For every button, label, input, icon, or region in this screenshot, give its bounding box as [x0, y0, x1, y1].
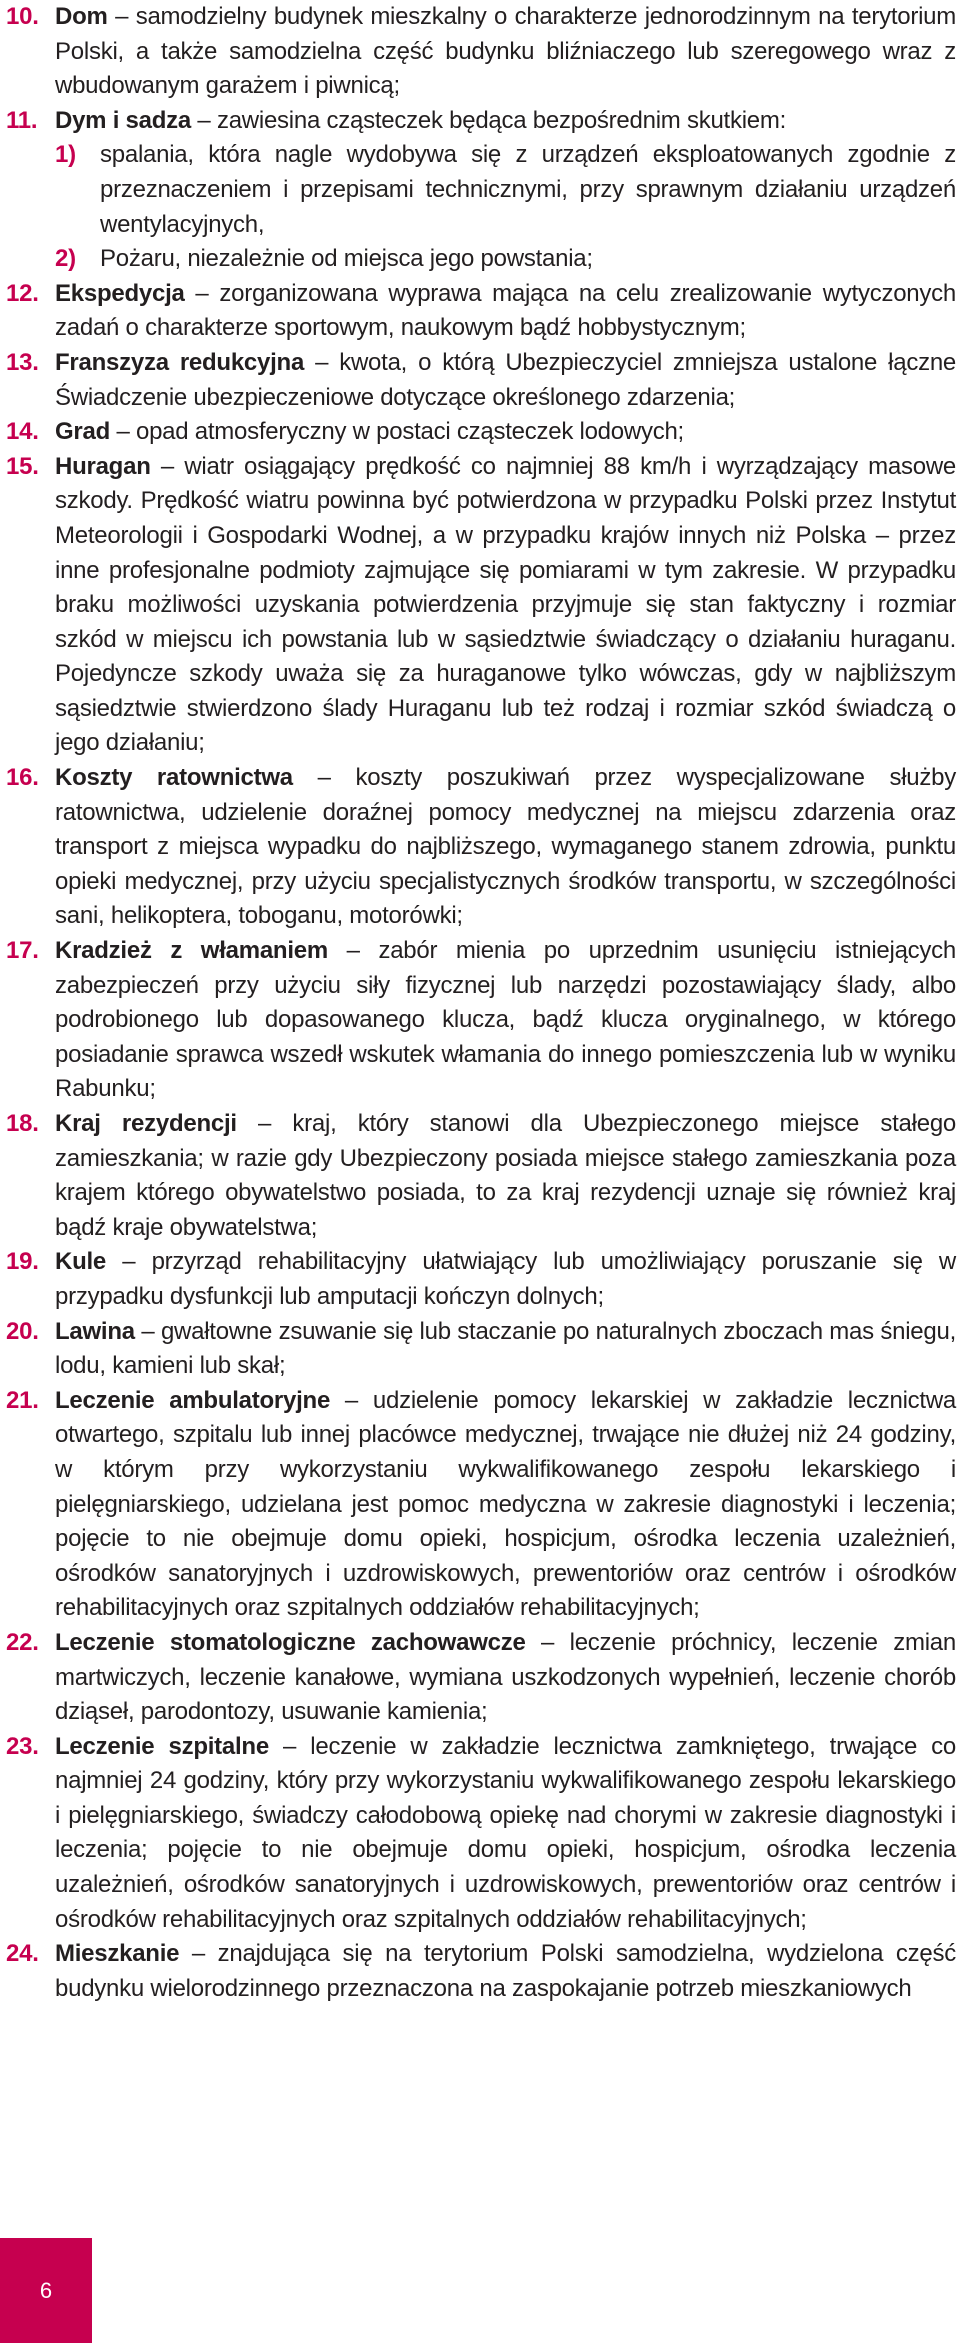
definition-item — [6, 1730, 956, 1938]
definition-item — [6, 277, 956, 346]
page-number-tab — [0, 2238, 92, 2343]
item-number: 21. — [6, 1386, 39, 1414]
dash: – — [317, 764, 331, 792]
item-number: 11. — [6, 106, 38, 134]
sub-item — [6, 138, 956, 242]
item-number: 23. — [6, 1732, 39, 1760]
sub-item-text: Pożaru, niezależnie od miejsca jego powstania; — [100, 245, 593, 273]
term: Dym i sadza — [55, 106, 191, 134]
dash: – — [122, 1248, 136, 1276]
definition-item — [6, 761, 956, 934]
term: Kradzież z włamaniem — [55, 937, 328, 965]
definition-item — [6, 934, 956, 1107]
definition-item — [6, 0, 956, 104]
dash: – — [141, 1317, 155, 1345]
dash: – — [346, 937, 360, 965]
term: Kraj rezydencji — [55, 1110, 237, 1137]
dash: – — [191, 1940, 205, 1968]
term: Franszyza redukcyjna — [55, 348, 305, 376]
item-number: 15. — [6, 452, 39, 480]
page-number: 6 — [39, 2277, 53, 2303]
definition-item — [6, 450, 956, 761]
item-number: 19. — [6, 1248, 39, 1276]
item-number: 24. — [6, 1940, 39, 1968]
item-number: 12. — [6, 279, 39, 307]
item-number: 20. — [6, 1317, 39, 1345]
definition-text: kwota, o którą Ubezpieczyciel zmniejsza ustalone łączne Świadczenie ubezpieczeniowe dotyczące określonego zdarzenia; — [55, 348, 957, 411]
sub-item-number: 2) — [55, 245, 76, 273]
item-number: 14. — [6, 418, 39, 446]
dash: – — [116, 418, 130, 446]
dash: – — [283, 1732, 297, 1760]
dash: – — [344, 1386, 359, 1414]
definition-text: samodzielny budynek mieszkalny o charakterze jednorodzinnym na terytorium Polski, a także samodzielna część budynku bliźniaczego lub szeregowego wraz z wbudowanym garażem i piwnicą; — [55, 3, 957, 100]
definitions-list — [6, 0, 956, 2006]
item-number: 16. — [6, 764, 39, 792]
definition-text: zabór mienia po uprzednim usunięciu istniejących zabezpieczeń przy użyciu siły fizycznej lub narzędzi pozostawiający ślady, albo podrobionego lub dopasowanego klucza, bądź klucza oryginalnego, w którego posiadanie sprawca wszedł wskutek włamania do innego pomieszczenia lub w wyniku Rabunku; — [55, 937, 957, 1103]
definition-text: gwałtowne zsuwanie się lub staczanie po naturalnych zboczach mas śniegu, lodu, kamieni lub skał; — [55, 1317, 956, 1380]
item-number: 22. — [6, 1628, 39, 1656]
definition-text: leczenie próchnicy, leczenie zmian martwiczych, leczenie kanałowe, wymiana uszkodzonych wypełnień, leczenie chorób dziąseł, parodontozy, usuwanie kamienia; — [55, 1628, 956, 1726]
term: Leczenie ambulatoryjne — [55, 1386, 331, 1414]
definition-text: znajdująca się na terytorium Polski samodzielna, wydzielona część budynku wielorodzinnego przeznaczona na zaspokajanie potrzeb mieszkaniowych — [55, 1940, 957, 2002]
term: Ekspedycja — [55, 279, 185, 307]
dash: – — [115, 3, 129, 30]
definition-item — [6, 104, 956, 139]
definition-item — [6, 1315, 956, 1384]
dash: – — [197, 106, 211, 134]
term: Mieszkanie — [55, 1940, 180, 1968]
definition-text: przyrząd rehabilitacyjny ułatwiający lub umożliwiający poruszanie się w przypadku dysfunkcji lub amputacji kończyn dolnych; — [55, 1248, 957, 1310]
definition-text: koszty poszukiwań przez wyspecjalizowane służby ratownictwa, udzielenie doraźnej pomocy medycznej na miejscu zdarzenia oraz transport z miejsca wypadku do najbliższego, wymaganego stanem zdrowia, punktu opieki medycznej, przy użyciu specjalistycznych środków transportu, w szczególności sani, helikoptera, toboganu, motorówki; — [55, 764, 957, 930]
dash: – — [195, 279, 209, 307]
term: Koszty ratownictwa — [55, 764, 293, 792]
definition-text: zorganizowana wyprawa mająca na celu zrealizowanie wytyczonych zadań o charakterze sportowym, naukowym bądź hobbystycznym; — [55, 279, 956, 342]
definition-text: leczenie w zakładzie lecznictwa zamkniętego, trwające co najmniej 24 godziny, który przy wykorzystaniu wykwalifikowanego zespołu lekarskiego i pielęgniarskiego, świadczy całodobową opiekę nad chorymi w zakresie diagnostyki i leczenia; pojęcie to nie obejmuje domu opieki, hospicjum, ośrodka leczenia uzależnień, ośrodków sanatoryjnych i uzdrowiskowych, prewentoriów oraz centrów i ośrodków rehabilitacyjnych oraz szpitalnych oddziałów rehabilitacyjnych; — [55, 1732, 956, 1933]
sub-item-number: 1) — [55, 141, 76, 169]
term: Leczenie stomatologiczne zachowawcze — [55, 1628, 526, 1656]
sub-item-text: spalania, która nagle wydobywa się z urządzeń eksploatowanych zgodnie z przeznaczeniem i przepisami technicznymi, przy sprawnym działaniu urządzeń wentylacyjnych, — [100, 141, 956, 238]
definition-item — [6, 415, 956, 450]
term: Grad — [55, 418, 111, 446]
definition-text: wiatr osiągający prędkość co najmniej 88 km/h i wyrządzający masowe szkody. Prędkość wiatru powinna być potwierdzona w przypadku Polski przez Instytut Meteorologii i Gospodarki Wodnej, a w przypadku krajów innych niż Polska – przez inne profesjonalne podmioty zajmujące się pomiarami w tym zakresie. W przypadku braku możliwości uzyskania potwierdzenia przyjmuje się stan faktyczny i rozmiar szkód w miejscu ich powstania lub w sąsiedztwie świadczący o działaniu huraganu. Pojedyncze szkody uważa się za huraganowe tylko wówczas, gdy w najbliższym sąsiedztwie stwierdzono ślady Huraganu lub też rodzaj i rozmiar szkód świadczą o jego działaniu; — [55, 452, 957, 757]
term: Leczenie szpitalne — [55, 1732, 269, 1760]
dash: – — [315, 348, 329, 376]
term: Kule — [55, 1248, 107, 1276]
definition-item — [6, 346, 956, 415]
definition-item — [6, 1245, 956, 1314]
term: Huragan — [55, 452, 151, 480]
definition-text: kraj, który stanowi dla Ubezpieczonego miejsce stałego zamieszkania; w razie gdy Ubezpieczony posiada miejsce stałego zamieszkania poza krajem którego obywatelstwo posiada, to za kraj rezydencji uznaje się również kraj bądź kraje obywatelstwa; — [55, 1110, 957, 1241]
sub-item — [6, 242, 956, 277]
term: Dom — [55, 3, 108, 30]
item-number: 18. — [6, 1110, 39, 1137]
definition-text: opad atmosferyczny w postaci cząsteczek lodowych; — [135, 418, 684, 446]
item-number: 17. — [6, 937, 39, 965]
item-number: 10. — [6, 3, 39, 30]
dash: – — [258, 1110, 272, 1137]
item-number: 13. — [6, 348, 39, 376]
dash: – — [541, 1628, 555, 1656]
definition-item — [6, 1937, 956, 2006]
definition-text: udzielenie pomocy lekarskiej w zakładzie lecznictwa otwartego, szpitalu lub innej placówce medycznej, trwające nie dłużej niż 24 godziny, w którym przy wykorzystaniu wykwalifikowanego zespołu lekarskiego i pielęgniarskiego, udzielana jest pomoc medyczna w zakresie diagnostyki i leczenia; pojęcie to nie obejmuje domu opieki, hospicjum, ośrodka leczenia uzależnień, ośrodków sanatoryjnych i uzdrowiskowych, prewentoriów oraz centrów i ośrodków rehabilitacyjnych oraz szpitalnych oddziałów rehabilitacyjnych; — [55, 1386, 956, 1622]
dash: – — [160, 452, 175, 480]
definition-item — [6, 1107, 956, 1245]
definition-item — [6, 1626, 956, 1730]
definition-text: zawiesina cząsteczek będąca bezpośrednim skutkiem: — [216, 106, 787, 134]
definition-item — [6, 1384, 956, 1626]
term: Lawina — [55, 1317, 135, 1345]
